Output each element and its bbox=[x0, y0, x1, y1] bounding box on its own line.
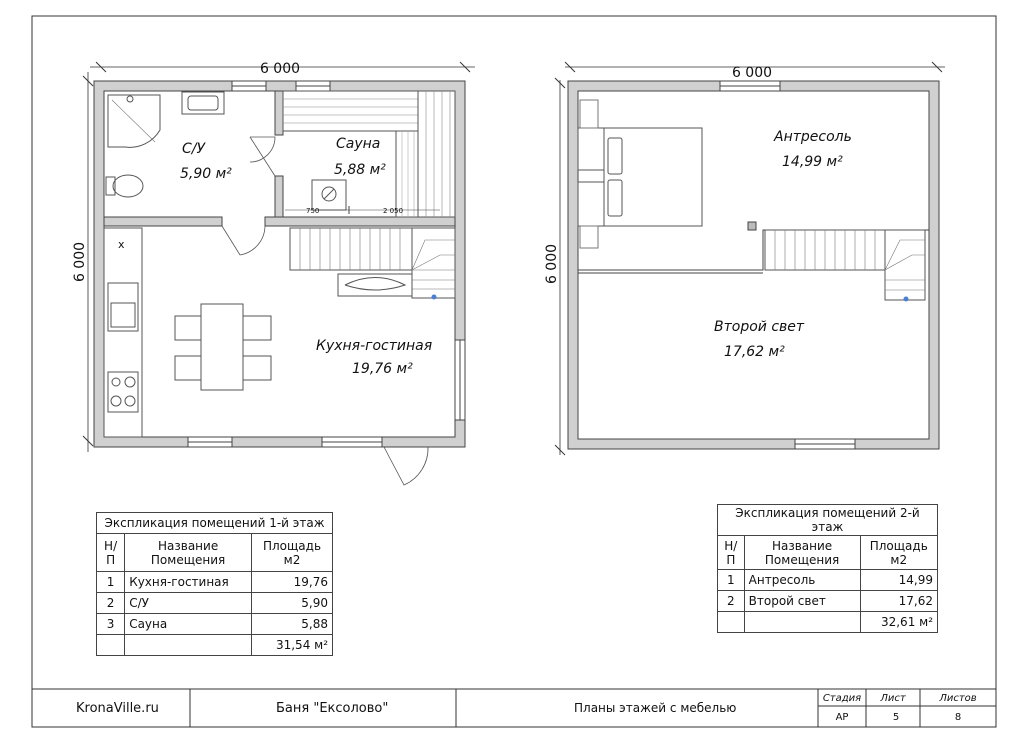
plan2-dim-side: 6 000 bbox=[544, 243, 560, 285]
table2-header: Название Помещения bbox=[744, 536, 860, 570]
plan1-dim-2050: 2 050 bbox=[383, 207, 404, 215]
stamp-sheets-label: Листов bbox=[939, 693, 977, 704]
room-area-second-light: 17,62 м² bbox=[724, 344, 785, 360]
plan1-dim-side: 6 000 bbox=[72, 241, 88, 283]
table1-title: Экспликация помещений 1-й этаж bbox=[97, 513, 333, 534]
table1-header: Н/П bbox=[97, 534, 125, 572]
room-area-su: 5,90 м² bbox=[180, 166, 232, 182]
table2-title: Экспликация помещений 2-й этаж bbox=[718, 505, 938, 536]
table2-header: Площадь м2 bbox=[860, 536, 937, 570]
table1-header: Площадь м2 bbox=[252, 534, 333, 572]
room-name-sauna: Сауна bbox=[336, 136, 381, 152]
explication-table-1f bbox=[96, 512, 333, 656]
stamp-sheets: 8 bbox=[954, 712, 962, 723]
table-row: 3 Сауна 5,88 bbox=[97, 614, 333, 635]
plan1-dim-750: 750 bbox=[306, 207, 320, 215]
stamp-stage: АР bbox=[835, 712, 849, 723]
plan2-dim-top: 6 000 bbox=[731, 65, 773, 81]
table2-header: Н/П bbox=[718, 536, 745, 570]
stamp-sheet: 5 bbox=[892, 712, 900, 723]
table-row: 2 Второй свет 17,62 bbox=[718, 591, 938, 612]
room-area-mezzanine: 14,99 м² bbox=[782, 154, 843, 170]
floor-plan-2 bbox=[544, 62, 945, 455]
table-total-row bbox=[97, 635, 333, 656]
table-row: 2 С/У 5,90 bbox=[97, 593, 333, 614]
stamp-stage-label: Стадия bbox=[822, 693, 862, 704]
table-row: 1 Антресоль 14,99 bbox=[718, 570, 938, 591]
room-area-sauna: 5,88 м² bbox=[334, 162, 386, 178]
room-name-kitchen: Кухня-гостиная bbox=[316, 338, 433, 354]
explication-table-2f bbox=[717, 504, 938, 633]
plan1-wall bbox=[104, 217, 222, 226]
room-name-second-light: Второй свет bbox=[714, 319, 805, 335]
room-area-kitchen: 19,76 м² bbox=[352, 361, 413, 377]
table1-header: Название Помещения bbox=[125, 534, 252, 572]
plan1-dim-top: 6 000 bbox=[259, 61, 301, 77]
table-total-row bbox=[718, 612, 938, 633]
stamp-sheet-label: Лист bbox=[880, 693, 906, 704]
table1-total: 31,54 м² bbox=[252, 635, 333, 656]
table-row: 1 Кухня-гостиная 19,76 bbox=[97, 572, 333, 593]
table2-total: 32,61 м² bbox=[860, 612, 937, 633]
floor-plan-1 bbox=[72, 61, 475, 485]
room-name-mezzanine: Антресоль bbox=[774, 129, 852, 145]
stamp-site: KronaVille.ru bbox=[76, 701, 159, 716]
stamp-project: Баня "Ексолово" bbox=[276, 701, 389, 716]
stamp-sheet-title: Планы этажей с мебелью bbox=[574, 701, 737, 715]
plan1-wall bbox=[265, 217, 455, 226]
kitchen-x-mark: x bbox=[118, 238, 125, 251]
room-name-su: С/У bbox=[182, 141, 206, 157]
